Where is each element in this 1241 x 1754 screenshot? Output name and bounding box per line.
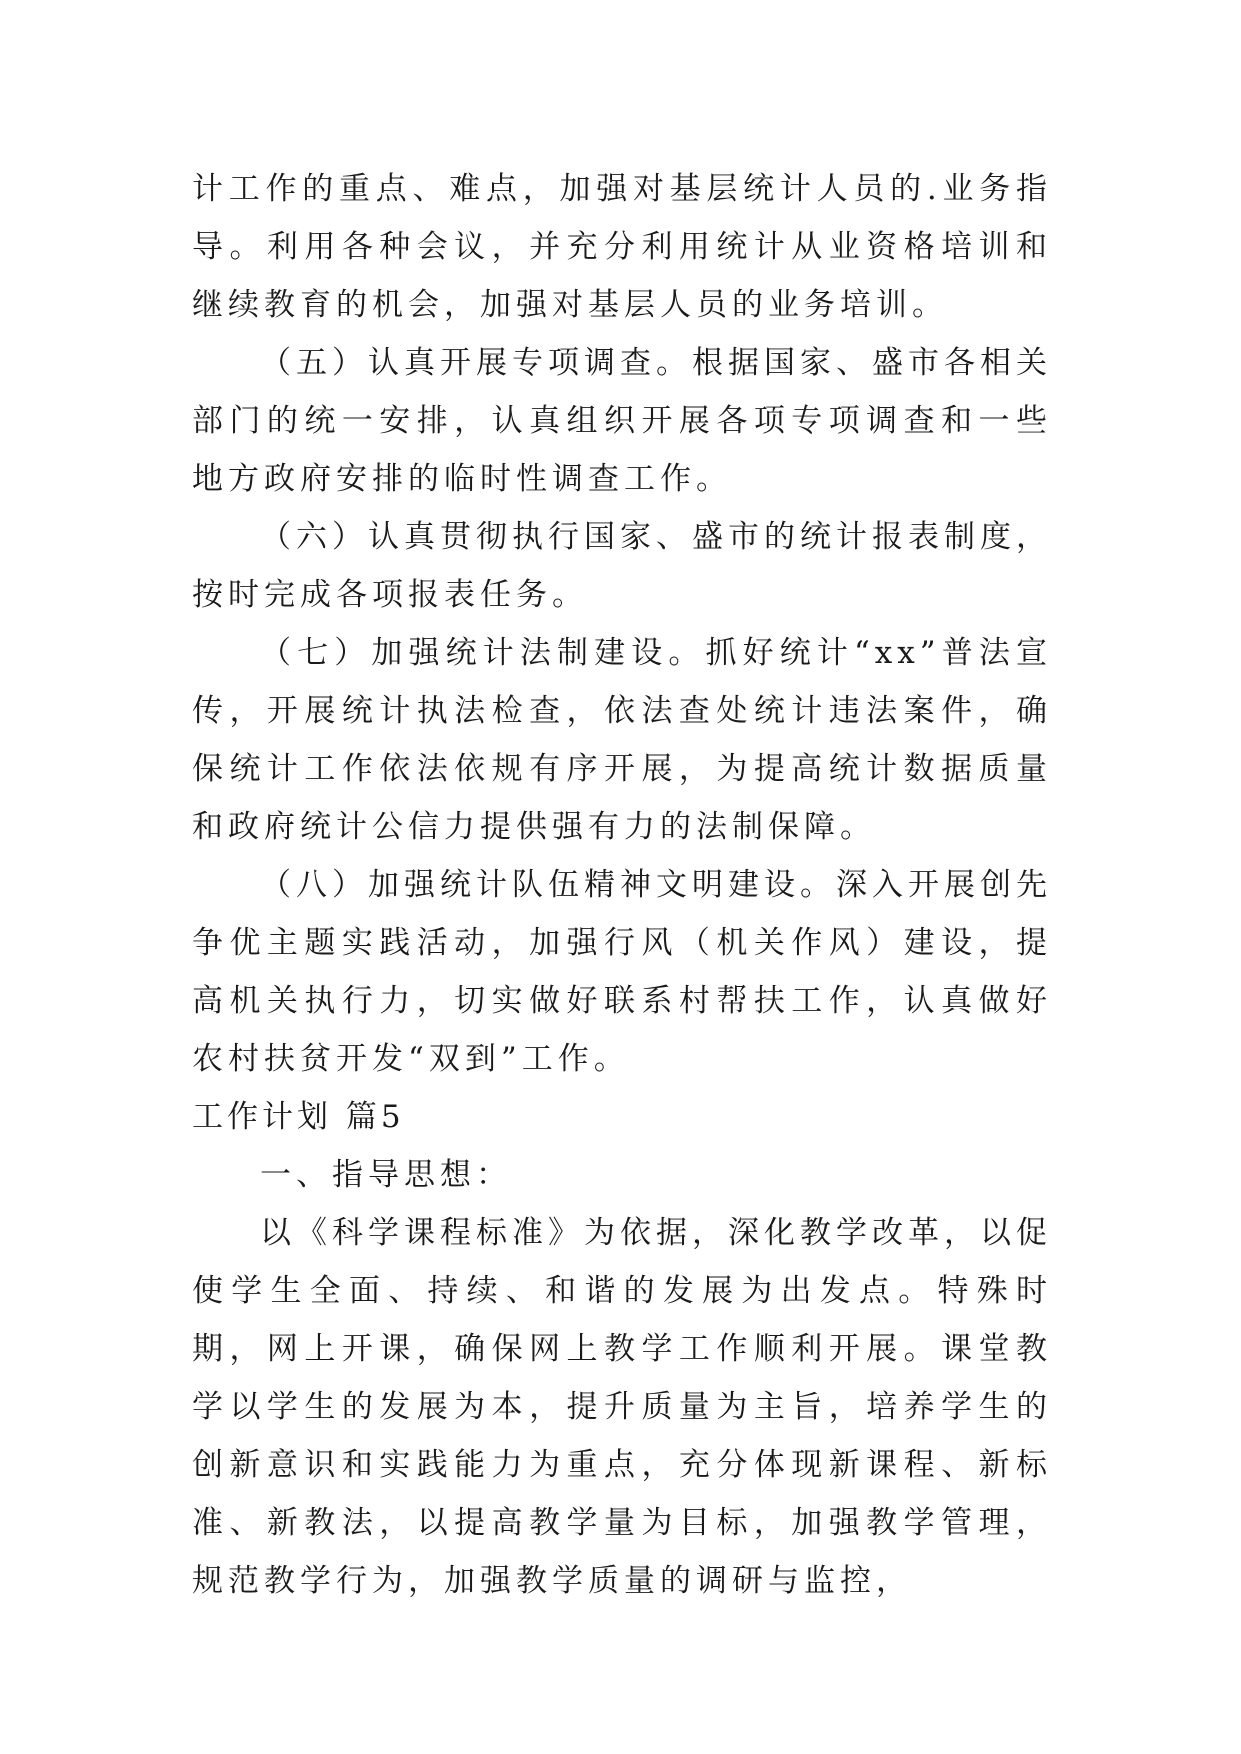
section-heading: 工作计划 篇5	[192, 1099, 405, 1135]
paragraph-item-6: （六）认真贯彻执行国家、盛市的统计报表制度，按时完成各项报表任务。	[192, 519, 1052, 613]
paragraph-item-5: （五）认真开展专项调查。根据国家、盛市各相关部门的统一安排，认真组织开展各项专项调查和一些地方政府安排的临时性调查工作。	[192, 345, 1052, 497]
paragraph-continuation: 计工作的重点、难点，加强对基层统计人员的.业务指导。利用各种会议，并充分利用统计从业资格培训和继续教育的机会，加强对基层人员的业务培训。	[192, 171, 1052, 323]
subheading-guiding-thought: 一、指导思想：	[260, 1157, 512, 1193]
document-body	[192, 160, 1052, 1610]
paragraph-item-7: （七）加强统计法制建设。抓好统计“xx”普法宣传，开展统计执法检查，依法查处统计违法案件，确保统计工作依法依规有序开展，为提高统计数据质量和政府统计公信力提供强有力的法制保障。	[192, 635, 1052, 845]
paragraph-item-8: （八）加强统计队伍精神文明建设。深入开展创先争优主题实践活动，加强行风（机关作风）建设，提高机关执行力，切实做好联系村帮扶工作，认真做好农村扶贫开发“双到”工作。	[192, 867, 1052, 1077]
paragraph-guiding-thought: 以《科学课程标准》为依据，深化教学改革，以促使学生全面、持续、和谐的发展为出发点。特殊时期，网上开课，确保网上教学工作顺利开展。课堂教学以学生的发展为本，提升质量为主旨，培养学生的创新意识和实践能力为重点，充分体现新课程、新标准、新教法，以提高教学量为目标，加强教学管理，规范教学行为，加强教学质量的调研与监控，	[192, 1215, 1052, 1599]
